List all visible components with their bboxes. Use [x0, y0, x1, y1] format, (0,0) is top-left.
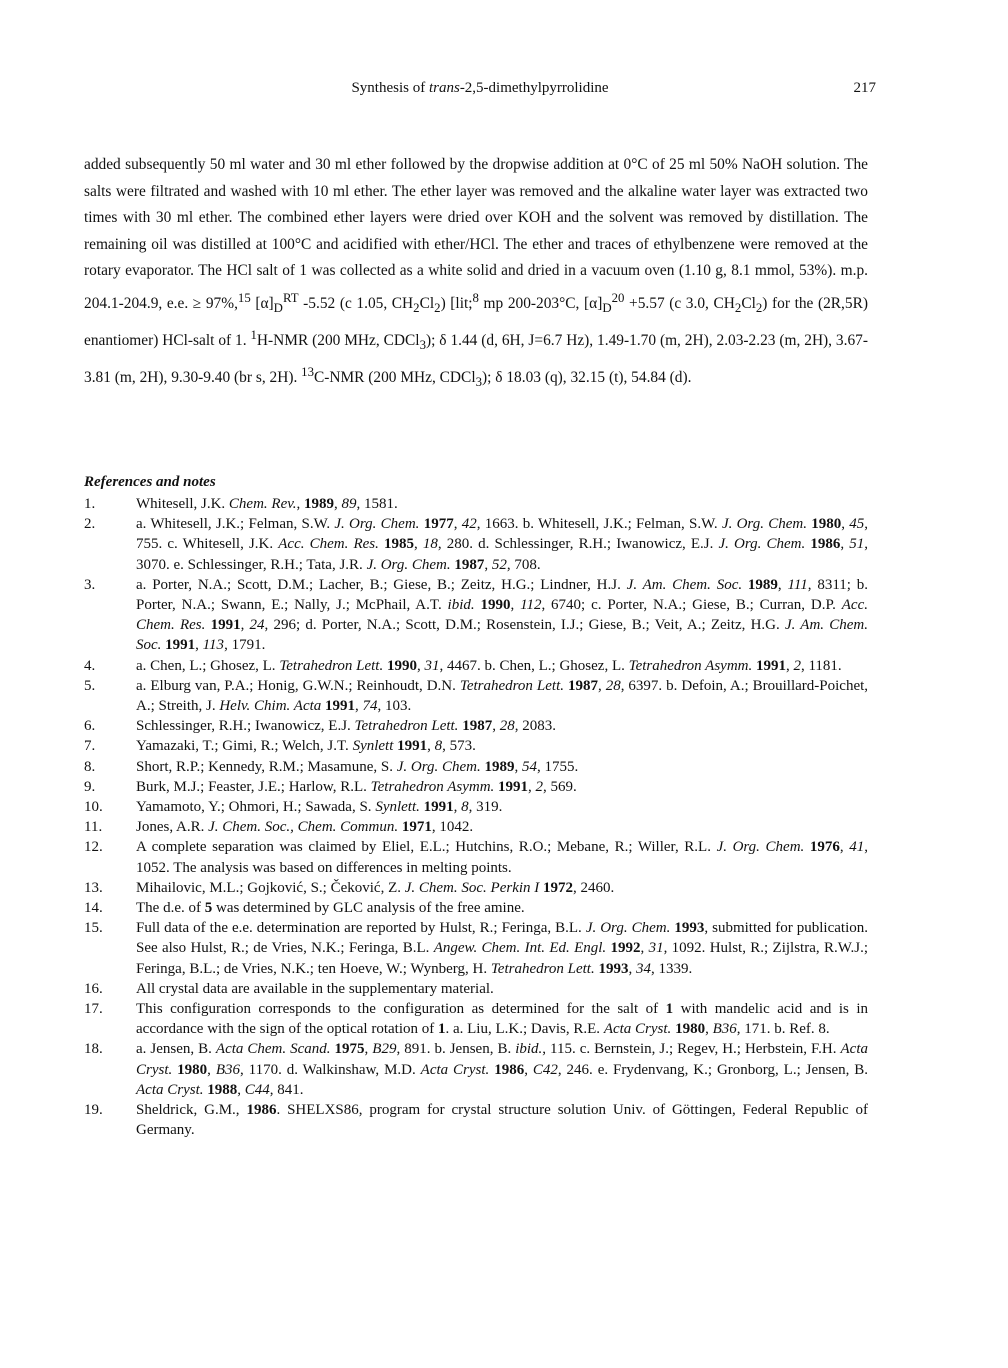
reference-number: 2. [84, 516, 96, 533]
reference-item [84, 918, 868, 979]
reference-text: Whitesell, J.K. Chem. Rev., 1989, 89, 1581. [136, 496, 398, 512]
reference-text: A complete separation was claimed by Eliel, E.L.; Hutchins, R.O.; Mebane, R.; Willer, R.L. J. Org. Chem. 1976, 41, 1052. The analysis was based on differences in melting points. [136, 839, 868, 876]
page-number: 217 [853, 80, 876, 96]
reference-number: 11. [84, 819, 103, 836]
reference-number: 5. [84, 677, 96, 694]
reference-number: 1. [84, 496, 96, 512]
reference-text: Mihailovic, M.L.; Gojković, S.; Čeković, Z. J. Chem. Soc. Perkin I 1972, 2460. [136, 879, 615, 896]
reference-text: Jones, A.R. J. Chem. Soc., Chem. Commun. 1971, 1042. [136, 819, 474, 836]
references-list [84, 494, 868, 1141]
references-heading: References and notes [84, 474, 216, 490]
reference-number: 7. [84, 738, 96, 755]
reference-number: 18. [84, 1041, 103, 1058]
reference-number: 4. [84, 657, 96, 674]
reference-item [84, 777, 868, 797]
reference-text: Sheldrick, G.M., 1986. SHELXS86, program for crystal structure solution Univ. of Göttingen, Federal Republic of Germany. [136, 1102, 868, 1139]
reference-number: 6. [84, 718, 96, 735]
reference-number: 17. [84, 1001, 103, 1018]
reference-text: Full data of the e.e. determination are reported by Hulst, R.; Feringa, B.L. J. Org. Chem. 1993, submitted for publication. See also Hulst, R.; de Vries, N.K.; Feringa, B.L. Angew. Chem. Int. Ed. Engl. 1992, 31, 1092. Hulst, R.; Zijlstra, R.W.J.; Feringa, B.L.; de Vries, N.K.; ten Hoeve, W.; Wynberg, H. Tetrahedron Lett. 1993, 34, 1339. [136, 920, 869, 977]
reference-number: 14. [84, 900, 103, 917]
reference-text: Yamazaki, T.; Gimi, R.; Welch, J.T. Synlett 1991, 8, 573. [136, 738, 476, 755]
reference-item [84, 878, 868, 898]
reference-item [84, 837, 868, 877]
reference-number: 10. [84, 799, 103, 816]
reference-item [84, 656, 868, 676]
reference-number: 8. [84, 758, 96, 775]
reference-text: The d.e. of 5 was determined by GLC analysis of the free amine. [136, 900, 525, 917]
reference-item [84, 898, 868, 918]
reference-number: 15. [84, 920, 103, 937]
reference-item [84, 494, 868, 514]
reference-number: 16. [84, 980, 103, 997]
reference-item [84, 716, 868, 736]
reference-item [84, 797, 868, 817]
running-title: Synthesis of trans-2,5-dimethylpyrrolidine [351, 80, 609, 96]
reference-text: a. Elburg van, P.A.; Honig, G.W.N.; Reinhoudt, D.N. Tetrahedron Lett. 1987, 28, 6397. b. Defoin, A.; Brouillard-Poichet, A.; Streith, J. Helv. Chim. Acta 1991, 74, 103. [136, 677, 869, 715]
reference-number: 3. [84, 576, 96, 593]
reference-number: 19. [84, 1102, 103, 1119]
reference-text: All crystal data are available in the supplementary material. [136, 980, 494, 997]
reference-item [84, 575, 868, 656]
reference-text: Short, R.P.; Kennedy, R.M.; Masamune, S. J. Org. Chem. 1989, 54, 1755. [136, 758, 579, 775]
reference-item [84, 1039, 868, 1100]
reference-text: a. Whitesell, J.K.; Felman, S.W. J. Org. Chem. 1977, 42, 1663. b. Whitesell, J.K.; Felman, S.W. J. Org. Chem. 1980, 45, 755. c. Whitesell, J.K. Acc. Chem. Res. 1985, 18, 280. d. Schlessinger, R.H.; Iwanowicz, E.J. J. Org. Chem. 1986, 51, 3070. e. Schlessinger, R.H.; Tata, J.R. J. Org. Chem. 1987, 52, 708. [136, 516, 869, 573]
reference-item [84, 676, 868, 716]
reference-item [84, 1100, 868, 1140]
reference-item [84, 514, 868, 575]
experimental-paragraph: added subsequently 50 ml water and 30 ml ether followed by the dropwise addition at 0°C of 25 ml 50% NaOH solution. The salts were filtrated and washed with 10 ml ether. The ether layer was removed and the alkaline water layer was extracted two times with 30 ml ether. The combined ether layers were dried over KOH and the solvent was removed by distillation. The remaining oil was distilled at 100°C and acidified with ether/HCl. The ether and traces of ethylbenzene were removed at the rotary evaporator. The HCl salt of 1 was collected as a white solid and dried in a vacuum oven (1.10 g, 8.1 mmol, 53%). m.p. 204.1-204.9, e.e. ≥ 97%,$^{15}$ $[\alpha]_D^{RT}$ -5.52 (c 1.05, $CH_2Cl_2$) [lit;$^8$ mp 200-203°C, $[\alpha]_D^{20} +5.57$ (c 3.0, $CH_2Cl_2$) for the (2R,5R) enantiomer) HCl-salt of 1. $^1$H-NMR (200 MHz, CDCl$_3$); δ 1.44 (d, 6H, J=6.7 Hz), 1.49-1.70 (m, 2H), 2.03-2.23 (m, 2H), 3.67-3.81 (m, 2H), 9.30-9.40 (br s, 2H). $^{13}$C-NMR (200 MHz, CDCl$_3$); δ 18.03 (q), 32.15 (t), 54.84 (d). [84, 156, 868, 389]
reference-number: 9. [84, 778, 96, 795]
reference-text: This configuration corresponds to the configuration as determined for the salt of 1 with mandelic acid and is in accordance with the sign of the optical rotation of 1. a. Liu, L.K.; Davis, R.E. Acta Cryst. 1980, B36, 171. b. Ref. 8. [136, 1001, 868, 1038]
reference-number: 12. [84, 839, 103, 856]
reference-number: 13. [84, 879, 103, 896]
reference-text: Schlessinger, R.H.; Iwanowicz, E.J. Tetrahedron Lett. 1987, 28, 2083. [136, 718, 556, 735]
reference-text: a. Chen, L.; Ghosez, L. Tetrahedron Lett. 1990, 31, 4467. b. Chen, L.; Ghosez, L. Tetrahedron Asymm. 1991, 2, 1181. [136, 657, 842, 674]
reference-item [84, 999, 868, 1039]
reference-item [84, 817, 868, 837]
reference-item [84, 979, 868, 999]
running-header [84, 80, 876, 102]
reference-text: a. Porter, N.A.; Scott, D.M.; Lacher, B.; Giese, B.; Zeitz, H.G.; Lindner, H.J. J. Am. Chem. Soc. 1989, 111, 8311; b. Porter, N.A.; Swann, E.; Nally, J.; McPhail, A.T. ibid. 1990, 112, 6740; c. Porter, N.A.; Giese, B.; Curran, D.P. Acc. Chem. Res. 1991, 24, 296; d. Porter, N.A.; Scott, D.M.; Rosenstein, I.J.; Giese, B.; Veit, A.; Zeitz, H.G. J. Am. Chem. Soc. 1991, 113, 1791. [136, 576, 868, 654]
reference-text: a. Jensen, B. Acta Chem. Scand. 1975, B29, 891. b. Jensen, B. ibid., 115. c. Bernstein, J.; Regev, H.; Herbstein, F.H. Acta Cryst. 1980, B36, 1170. d. Walkinshaw, M.D. Acta Cryst. 1986, C42, 246. e. Frydenvang, K.; Gronborg, L.; Jensen, B. Acta Cryst. 1988, C44, 841. [136, 1041, 869, 1098]
reference-text: Burk, M.J.; Feaster, J.E.; Harlow, R.L. Tetrahedron Asymm. 1991, 2, 569. [136, 778, 577, 795]
reference-item [84, 736, 868, 756]
reference-text: Yamamoto, Y.; Ohmori, H.; Sawada, S. Synlett. 1991, 8, 319. [136, 799, 503, 816]
reference-item [84, 757, 868, 777]
